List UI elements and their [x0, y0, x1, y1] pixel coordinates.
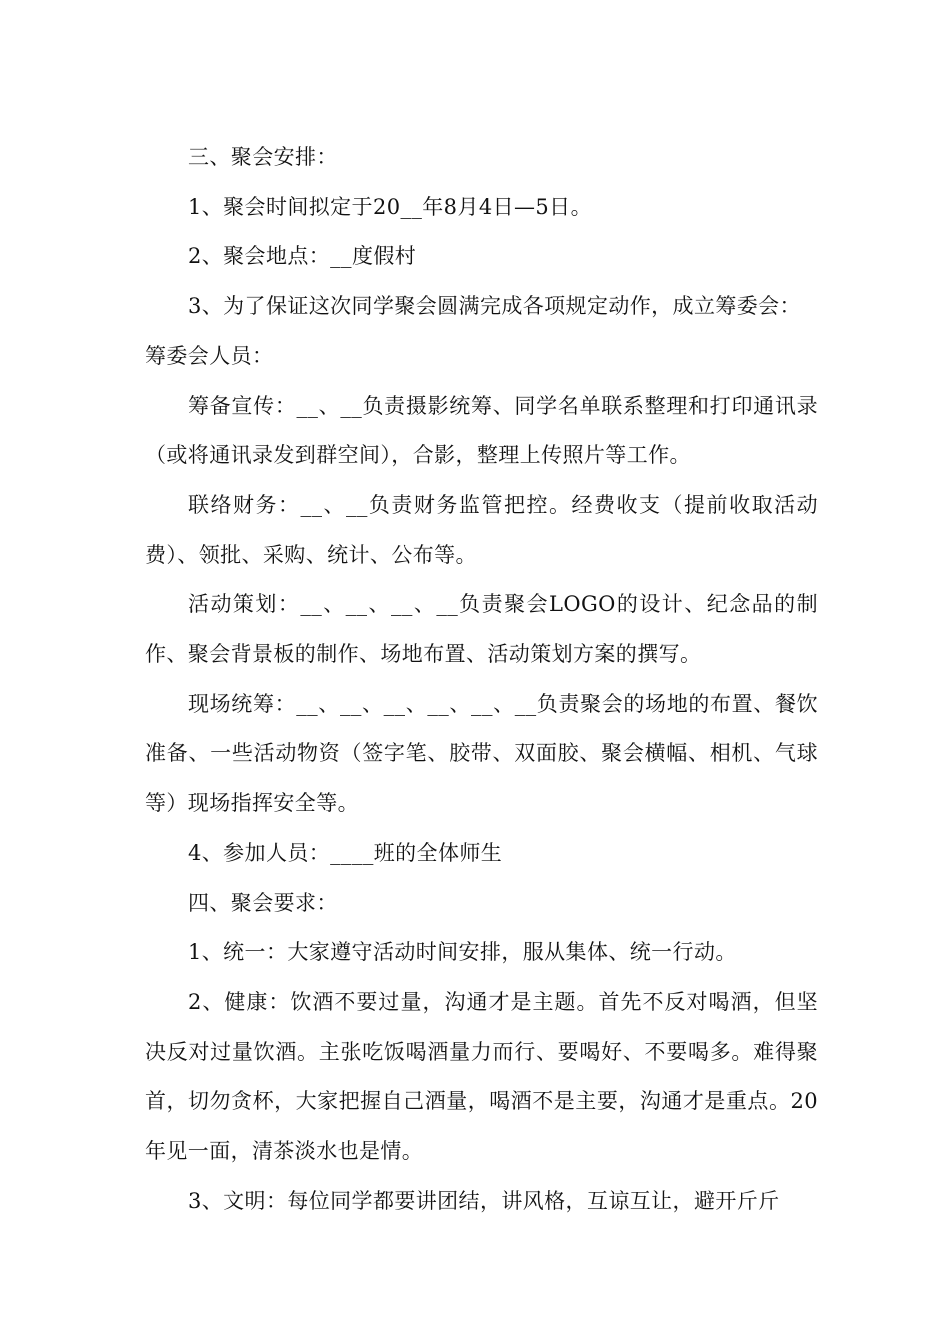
paragraph-civility: 3、文明：每位同学都要讲团结，讲风格，互谅互让，避开斤斤 — [188, 1188, 780, 1213]
paragraph-committee: 3、为了保证这次同学聚会圆满完成各项规定动作，成立筹委会： — [188, 294, 801, 319]
section-heading-requirements: 四、聚会要求： — [188, 890, 338, 915]
paragraph-finance: 联络财务：__、__负责财务监管把控。经费收支（提前收取活动费）、领批、采购、统计、公布等。 — [145, 492, 818, 567]
paragraph-unity: 1、统一：大家遵守活动时间安排，服从集体、统一行动。 — [188, 940, 737, 965]
paragraph-publicity: 筹备宣传：__、__负责摄影统筹、同学名单联系整理和打印通讯录（或将通讯录发到群空间），合影，整理上传照片等工作。 — [145, 393, 818, 468]
paragraph-committee-members: 筹委会人员： — [145, 343, 274, 368]
paragraph-time: 1、聚会时间拟定于20__年8月4日—5日。 — [188, 194, 592, 219]
paragraph-health: 2、健康：饮酒不要过量，沟通才是主题。首先不反对喝酒，但坚决反对过量饮酒。主张吃饭喝酒量力而行、要喝好、不要喝多。难得聚首，切勿贪杯，大家把握自己酒量，喝酒不是主要，沟通才是重点。20年见一面，清茶淡水也是情。 — [145, 989, 818, 1164]
paragraph-participants: 4、参加人员：____班的全体师生 — [188, 840, 503, 865]
paragraph-onsite: 现场统筹：__、__、__、__、__、__负责聚会的场地的布置、餐饮准备、一些活动物资（签字笔、胶带、双面胶、聚会横幅、相机、气球等）现场指挥安全等。 — [145, 691, 818, 816]
paragraph-planning: 活动策划：__、__、__、__负责聚会LOGO的设计、纪念品的制作、聚会背景板的制作、场地布置、活动策划方案的撰写。 — [145, 592, 818, 667]
section-heading-arrangement: 三、聚会安排： — [188, 145, 338, 169]
paragraph-location: 2、聚会地点：__度假村 — [188, 244, 417, 269]
